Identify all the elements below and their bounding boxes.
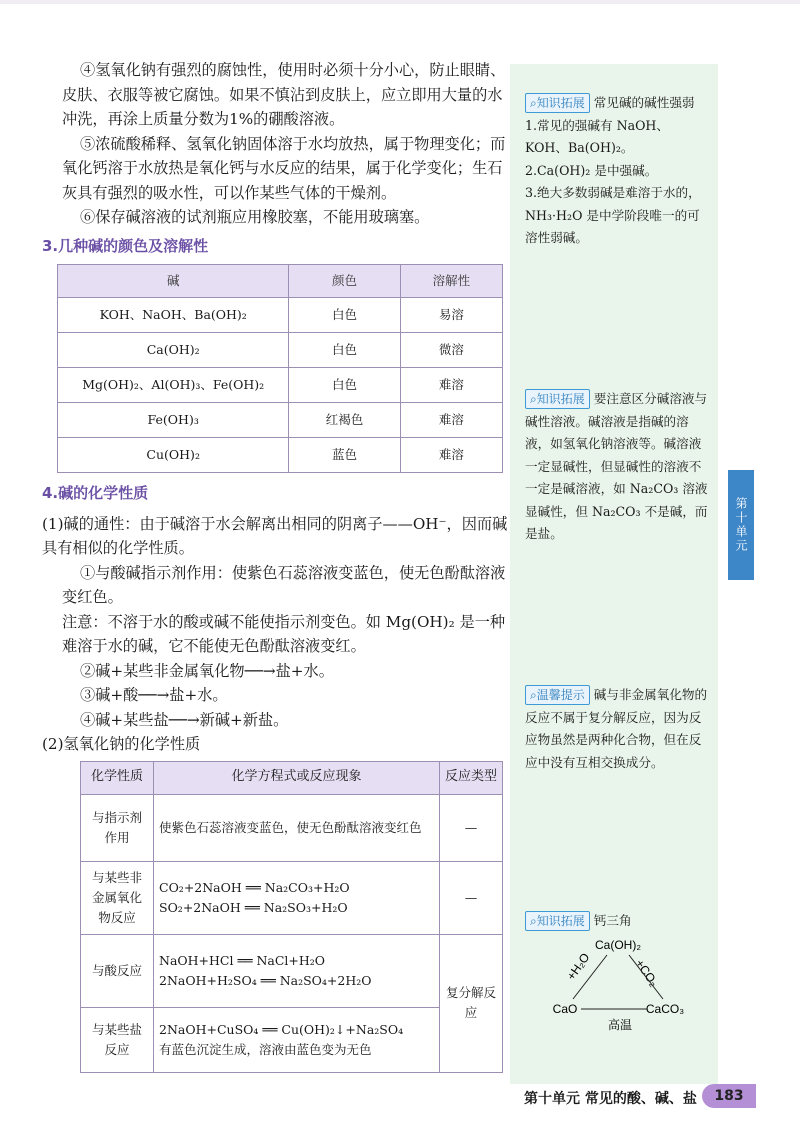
table-row [81, 934, 503, 1007]
equation: NaOH+HCl ══ NaCl+H₂O [159, 952, 326, 968]
note-calcium-triangle [525, 910, 711, 1033]
table-row [81, 861, 503, 934]
tri-bottom: 高温 [607, 1017, 633, 1032]
col-header-type: 反应类型 [440, 761, 503, 794]
top-border [0, 0, 800, 4]
cell: 与某些盐反应 [81, 1007, 154, 1072]
cell: 难溶 [400, 403, 502, 438]
cell: — [440, 861, 503, 934]
col-header-equation: 化学方程式或反应现象 [154, 761, 440, 794]
note-base-strength [525, 92, 711, 250]
section-heading-4: 4.碱的化学性质 [42, 484, 149, 502]
cell: 白色 [289, 333, 400, 368]
property-acid: ③碱+酸──→盐+水。 [80, 686, 228, 704]
note-title: 钙三角 [593, 913, 632, 928]
table-row [81, 794, 503, 861]
note-tag: ⌕知识拓展 [525, 911, 590, 931]
calcium-triangle-diagram [525, 933, 711, 1033]
note-line: 3.绝大多数弱碱是难溶于水的，NH₃·H₂O 是中学阶段唯一的可溶性弱碱。 [525, 185, 701, 245]
table-row [58, 368, 503, 403]
cell: Mg(OH)₂、Al(OH)₃、Fe(OH)₂ [58, 368, 289, 403]
equation: SO₂+2NaOH ══ Na₂SO₃+H₂O [159, 899, 348, 915]
unit-tab: 第十单元 [728, 470, 754, 580]
note-alkaline-solution [525, 388, 711, 546]
footer-unit-title: 第十单元 常见的酸、碱、盐 [524, 1091, 697, 1107]
col-header-color: 颜色 [289, 265, 400, 298]
cell: Cu(OH)₂ [58, 438, 289, 473]
table-row [81, 1007, 503, 1072]
cell: 与酸反应 [81, 934, 154, 1007]
equation: 2NaOH+H₂SO₄ ══ Na₂SO₄+2H₂O [159, 972, 372, 988]
cell: 微溶 [400, 333, 502, 368]
cell: Ca(OH)₂ [58, 333, 289, 368]
magnifier-icon: ⌕ [530, 96, 537, 110]
note-tag: ⌕知识拓展 [525, 389, 590, 409]
note-title: 常见碱的碱性强弱 [593, 95, 695, 110]
page-number: 183 [702, 1084, 756, 1108]
note-body: 要注意区分碱溶液与碱性溶液。碱溶液是指碱的溶液，如氢氧化钠溶液等。碱溶液一定显碱性，但显碱性的溶液不一定是碱溶液，如 Na₂CO₃ 溶液显碱性，但 Na₂CO₃ 不是碱，而是盐。 [525, 391, 708, 541]
cell: 蓝色 [289, 438, 400, 473]
cell: 使紫色石蕊溶液变蓝色，使无色酚酞溶液变红色 [154, 794, 440, 861]
color-solubility-table [57, 264, 503, 473]
phenomenon: 有蓝色沉淀生成，溶液由蓝色变为无色 [159, 1041, 372, 1057]
table-row [58, 403, 503, 438]
property-salt: ④碱+某些盐──→新碱+新盐。 [80, 710, 289, 729]
cell: 白色 [289, 298, 400, 333]
section-heading-3: 3.几种碱的颜色及溶解性 [42, 236, 209, 255]
cell: 易溶 [400, 298, 502, 333]
bulb-icon: ⌕ [530, 688, 537, 702]
table-row [58, 438, 503, 473]
note-line: 2.Ca(OH)₂ 是中强碱。 [525, 162, 658, 178]
cell: — [440, 794, 503, 861]
cell: 白色 [289, 368, 400, 403]
property-note: 注意：不溶于水的酸或碱不能使指示剂变色。如 Mg(OH)₂ 是一种难溶于水的碱，它不能使无色酚酞溶液变红。 [62, 612, 506, 655]
cell: 与指示剂作用 [81, 794, 154, 861]
naoh-heading: (2)氢氧化钠的化学性质 [42, 735, 201, 753]
note-body: 碱与非金属氧化物的反应不属于复分解反应，因为反应物虽然是两种化合物，但在反应中没有互相交换成分。 [525, 687, 708, 770]
cell [154, 934, 440, 1007]
paragraph-5: ⑤浓硫酸稀释、氢氧化钠固体溶于水均放热，属于物理变化；而氧化钙溶于水放热是氧化钙与水反应的结果，属于化学变化；生石灰具有强烈的吸水性，可以作某些气体的干燥剂。 [62, 134, 506, 202]
table-row [58, 333, 503, 368]
main-column [42, 58, 512, 1073]
note-tag: ⌕温馨提示 [525, 685, 590, 705]
col-header-solubility: 溶解性 [400, 265, 502, 298]
table-row [58, 298, 503, 333]
equation: CO₂+2NaOH ══ Na₂CO₃+H₂O [159, 879, 350, 895]
paragraph-4: ④氢氧化钠有强烈的腐蚀性，使用时必须十分小心，防止眼睛、皮肤、衣服等被它腐蚀。如果不慎沾到皮肤上，应立即用大量的水冲洗，再涂上质量分数为1%的硼酸溶液。 [62, 61, 506, 128]
paragraph-6: ⑥保存碱溶液的试剂瓶应用橡胶塞，不能用玻璃塞。 [80, 208, 430, 226]
magnifier-icon: ⌕ [530, 392, 537, 406]
cell: 与某些非金属氧化物反应 [81, 861, 154, 934]
tri-left-edge: +H₂O [563, 949, 593, 983]
tri-left: CaO [552, 1001, 578, 1016]
note-tip [525, 684, 711, 774]
property-oxide: ②碱+某些非金属氧化物──→盐+水。 [80, 661, 334, 680]
magnifier-icon: ⌕ [530, 914, 537, 928]
equation: 2NaOH+CuSO₄ ══ Cu(OH)₂↓+Na₂SO₄ [159, 1021, 404, 1037]
cell [154, 1007, 440, 1072]
note-line: 1.常见的强碱有 NaOH、KOH、Ba(OH)₂。 [525, 117, 670, 155]
naoh-properties-table [80, 761, 503, 1073]
cell: Fe(OH)₃ [58, 403, 289, 438]
col-header-base: 碱 [58, 265, 289, 298]
col-header-property: 化学性质 [81, 761, 154, 794]
tri-top: Ca(OH)₂ [595, 937, 641, 952]
cell: 复分解反应 [440, 934, 503, 1072]
tri-right: CaCO₃ [645, 1001, 685, 1016]
cell: KOH、NaOH、Ba(OH)₂ [58, 298, 289, 333]
cell [154, 861, 440, 934]
cell: 红褐色 [289, 403, 400, 438]
cell: 难溶 [400, 438, 502, 473]
property-indicator: ①与酸碱指示剂作用：使紫色石蕊溶液变蓝色，使无色酚酞溶液变红色。 [62, 563, 506, 606]
tri-right-edge: +CO₂ [632, 956, 662, 989]
general-property: (1)碱的通性：由于碱溶于水会解离出相同的阴离子——OH⁻，因而碱具有相似的化学性质。 [42, 514, 508, 557]
note-tag: ⌕知识拓展 [525, 93, 590, 113]
cell: 难溶 [400, 368, 502, 403]
